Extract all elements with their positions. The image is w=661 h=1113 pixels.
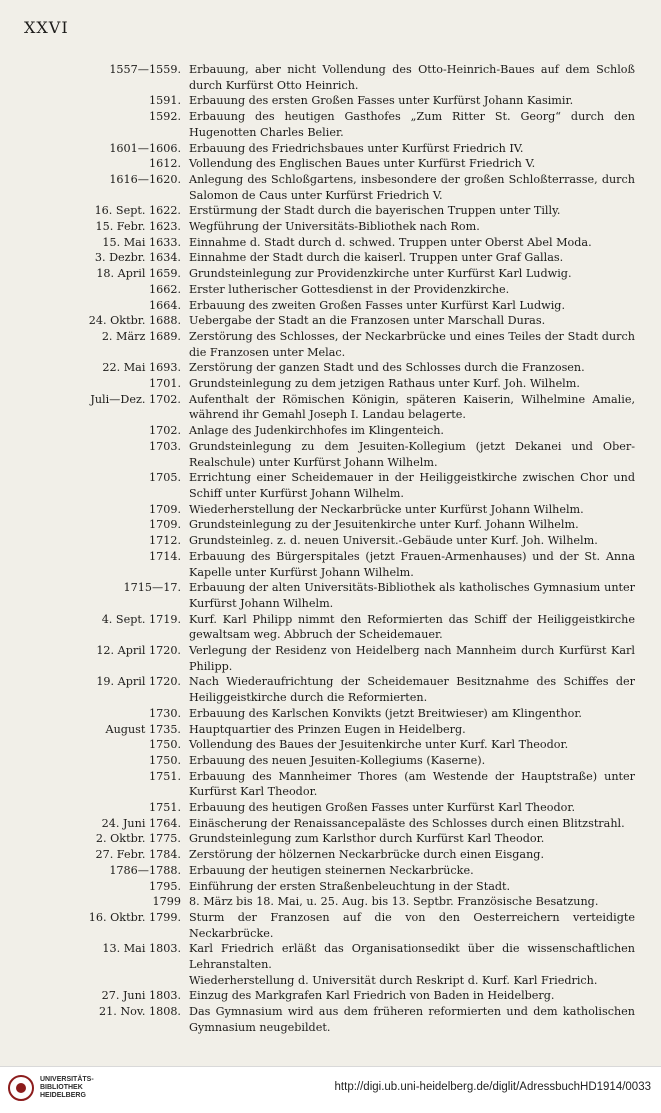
footer-bar xyxy=(0,1066,661,1113)
entry-text: Grundsteinlegung zu dem Jesuiten-Kollegium (jetzt Dekanei und Ober-Realschule) unter Kurfürst Johann Wilhelm. xyxy=(189,439,635,469)
entry-text: Grundsteinlegung zu der Jesuitenkirche unter Kurf. Johann Wilhelm. xyxy=(189,518,579,532)
entry-text: Zerstörung des Schlosses, der Neckarbrücke und eines Teiles der Stadt durch die Franzosen unter Melac. xyxy=(189,329,635,359)
entry-text: Erbauung des Mannheimer Thores (am Westende der Hauptstraße) unter Kurfürst Karl Theodor. xyxy=(189,769,635,799)
entry-text: Zerstörung der ganzen Stadt und des Schlosses durch die Franzosen. xyxy=(189,361,585,375)
chronology-entry xyxy=(0,1004,661,1035)
entry-date: 1591. xyxy=(148,94,181,108)
entry-date: 1709. xyxy=(148,518,181,532)
entry-text: Grundsteinlegung zum Karlsthor durch Kurfürst Karl Theodor. xyxy=(189,832,545,846)
chronology-entry xyxy=(0,533,661,549)
entry-date: 1795. xyxy=(148,879,181,893)
entry-text: 8. März bis 18. Mai, u. 25. Aug. bis 13. Septbr. Französische Besatzung. xyxy=(189,895,599,909)
entry-text: Erbauung des ersten Großen Fasses unter Kurfürst Johann Kasimir. xyxy=(189,94,574,108)
entry-text: Erstürmung der Stadt durch die bayerischen Truppen unter Tilly. xyxy=(189,204,561,218)
chronology-entry xyxy=(0,769,661,800)
entry-text: Anlegung des Schloßgartens, insbesondere der großen Schloßterrasse, durch Salomon de Caus unter Kurfürst Friedrich V. xyxy=(189,172,635,202)
chronology-entry xyxy=(0,674,661,705)
entry-date: 1705. xyxy=(148,471,181,485)
entry-text: Erbauung des Karlschen Konvikts (jetzt Breitwieser) am Klingenthor. xyxy=(189,706,582,720)
entry-text: Einnahme der Stadt durch die kaiserl. Truppen unter Graf Gallas. xyxy=(189,251,564,265)
entry-date: 1712. xyxy=(148,534,181,548)
entry-text: Wiederherstellung d. Universität durch Reskript d. Kurf. Karl Friedrich. xyxy=(189,973,598,987)
entry-text: Erster lutherischer Gottesdienst in der Providenzkirche. xyxy=(189,282,510,296)
entry-date: 1616—1620. xyxy=(109,172,181,186)
entry-date: 1786—1788. xyxy=(109,863,181,877)
entry-text: Zerstörung der hölzernen Neckarbrücke durch einen Eisgang. xyxy=(189,848,545,862)
entry-date: 3. Dezbr. 1634. xyxy=(94,251,181,265)
page-number: XXVI xyxy=(24,18,69,37)
entry-date: 1799 xyxy=(152,895,181,909)
chronology-entry xyxy=(0,360,661,376)
chronology-entry xyxy=(0,329,661,360)
entry-text: Erbauung des heutigen Großen Fasses unter Kurfürst Karl Theodor. xyxy=(189,801,576,815)
entry-date: 15. Febr. 1623. xyxy=(95,220,181,234)
entry-date: 1612. xyxy=(148,157,181,171)
chronology-entry xyxy=(0,863,661,879)
entry-date: 21. Nov. 1808. xyxy=(98,1005,181,1019)
entry-date: 1601—1606. xyxy=(109,141,181,155)
entry-date: 27. Febr. 1784. xyxy=(95,848,181,862)
entry-date: 1664. xyxy=(148,298,181,312)
chronology-entry xyxy=(0,941,661,972)
entry-date: August 1735. xyxy=(105,722,181,736)
entry-date: 16. Sept. 1622. xyxy=(94,204,181,218)
entry-text: Einzug des Markgrafen Karl Friedrich von Baden in Heidelberg. xyxy=(189,989,555,1003)
chronology-entry xyxy=(0,250,661,266)
chronology-entry xyxy=(0,109,661,140)
entry-text: Kurf. Karl Philipp nimmt den Reformierten das Schiff der Heiliggeistkirche gewaltsam weg. Abbruch der Scheidemauer. xyxy=(189,612,635,642)
entry-text: Hauptquartier des Prinzen Eugen in Heidelberg. xyxy=(189,722,466,736)
entry-text: Nach Wiederaufrichtung der Scheidemauer Besitznahme des Schiffes der Heiliggeistkirche durch die Reformierten. xyxy=(189,675,635,705)
chronology-entry xyxy=(0,706,661,722)
entry-text: Einäscherung der Renaissancepaläste des Schlosses durch einen Blitzstrahl. xyxy=(189,816,625,830)
entry-text: Erbauung des Bürgerspitales (jetzt Frauen-Armenhauses) und der St. Anna Kapelle unter Kurfürst Johann Wilhelm. xyxy=(189,549,635,579)
chronology-entry xyxy=(0,423,661,439)
entry-date: 1557—1559. xyxy=(109,63,181,76)
chronology-entry xyxy=(0,266,661,282)
entry-date: 1715—17. xyxy=(123,581,181,595)
chronology-entry xyxy=(0,141,661,157)
entry-date: 22. Mai 1693. xyxy=(102,361,181,375)
entry-text: Erbauung des neuen Jesuiten-Kollegiums (Kaserne). xyxy=(189,753,486,767)
entry-date: 12. April 1720. xyxy=(96,644,181,658)
chronology-entry xyxy=(0,831,661,847)
chronology-entry xyxy=(0,298,661,314)
entry-text: Verlegung der Residenz von Heidelberg nach Mannheim durch Kurfürst Karl Philipp. xyxy=(189,644,635,673)
chronology-entry xyxy=(0,737,661,753)
chronology-entry xyxy=(0,392,661,423)
chronology-entry xyxy=(0,549,661,580)
entry-text: Wiederherstellung der Neckarbrücke unter Kurfürst Johann Wilhelm. xyxy=(189,502,584,516)
chronology-entry xyxy=(0,313,661,329)
entry-date: 1730. xyxy=(148,706,181,720)
entry-date: 13. Mai 1803. xyxy=(102,942,181,956)
entry-date: 1750. xyxy=(148,753,181,767)
chronology-entry xyxy=(0,156,661,172)
entry-date: 19. April 1720. xyxy=(96,675,181,689)
university-seal-icon xyxy=(8,1075,34,1101)
chronology-entry xyxy=(0,879,661,895)
chronology-entry xyxy=(0,172,661,203)
entry-text: Einnahme d. Stadt durch d. schwed. Truppen unter Oberst Abel Moda. xyxy=(189,235,592,249)
chronology-entry xyxy=(0,612,661,643)
entry-text: Vollendung des Baues der Jesuitenkirche unter Kurf. Karl Theodor. xyxy=(189,738,569,752)
entry-date: 27. Juni 1803. xyxy=(101,989,181,1003)
entry-date: 16. Oktbr. 1799. xyxy=(88,910,181,924)
entry-text: Anlage des Judenkirchhofes im Klingenteich. xyxy=(189,424,444,438)
entry-text: Vollendung des Englischen Baues unter Kurfürst Friedrich V. xyxy=(189,157,536,171)
chronology-entry xyxy=(0,470,661,501)
chronology-entry xyxy=(0,376,661,392)
entry-date: Juli—Dez. 1702. xyxy=(90,392,181,406)
chronology-entry xyxy=(0,894,661,910)
entry-date: 18. April 1659. xyxy=(96,267,181,281)
entry-text: Erbauung des zweiten Großen Fasses unter Kurfürst Karl Ludwig. xyxy=(189,298,566,312)
chronology-entry xyxy=(0,910,661,941)
chronology-entry xyxy=(0,93,661,109)
entry-date: 15. Mai 1633. xyxy=(102,235,181,249)
chronology-entry xyxy=(0,800,661,816)
entry-text: Uebergabe der Stadt an die Franzosen unter Marschall Duras. xyxy=(189,314,546,328)
entry-date: 2. Oktbr. 1775. xyxy=(95,832,181,846)
entry-date: 4. Sept. 1719. xyxy=(101,612,181,626)
entry-date: 1714. xyxy=(148,549,181,563)
logo-line-3: HEIDELBERG xyxy=(40,1092,86,1099)
chronology-entry xyxy=(0,203,661,219)
entry-text: Aufenthalt der Römischen Königin, späteren Kaiserin, Wilhelmine Amalie, während ihr Gemahl Joseph I. Landau belagerte. xyxy=(189,392,635,422)
entry-date: 1702. xyxy=(148,424,181,438)
chronology-entry xyxy=(0,973,661,989)
entry-text: Grundsteinleg. z. d. neuen Universit.-Gebäude unter Kurf. Joh. Wilhelm. xyxy=(189,534,598,548)
entry-text: Erbauung, aber nicht Vollendung des Otto-Heinrich-Baues auf dem Schloß durch Kurfürst Otto Heinrich. xyxy=(189,63,635,92)
entry-date: 24. Oktbr. 1688. xyxy=(88,314,181,328)
entry-text: Erbauung des Friedrichsbaues unter Kurfürst Friedrich IV. xyxy=(189,141,524,155)
entry-text: Einführung der ersten Straßenbeleuchtung in der Stadt. xyxy=(189,879,511,893)
chronology-entry xyxy=(0,580,661,611)
entry-date: 2. März 1689. xyxy=(101,329,181,343)
chronology-entry xyxy=(0,816,661,832)
logo-text xyxy=(40,1076,94,1100)
entry-text: Erbauung der heutigen steinernen Neckarbrücke. xyxy=(189,863,474,877)
entry-date: 1751. xyxy=(148,769,181,783)
chronology-list xyxy=(0,62,661,1036)
chronology-entry xyxy=(0,753,661,769)
entry-text: Grundsteinlegung zu dem jetzigen Rathaus unter Kurf. Joh. Wilhelm. xyxy=(189,377,580,391)
entry-date: 1701. xyxy=(148,377,181,391)
entry-text: Errichtung einer Scheidemauer in der Heiliggeistkirche zwischen Chor und Schiff unter Kurfürst Johann Wilhelm. xyxy=(189,471,635,500)
entry-text: Erbauung der alten Universitäts-Bibliothek als katholisches Gymnasium unter Kurfürst Johann Wilhelm. xyxy=(189,581,635,610)
entry-date: 24. Juni 1764. xyxy=(101,816,181,830)
chronology-entry xyxy=(0,643,661,674)
entry-text: Sturm der Franzosen auf die von den Oesterreichern verteidigte Neckarbrücke. xyxy=(189,910,635,940)
source-url[interactable]: http://digi.ub.uni-heidelberg.de/diglit/AdressbuchHD1914/0033 xyxy=(334,1081,651,1093)
library-logo[interactable] xyxy=(8,1075,94,1101)
chronology-entry xyxy=(0,847,661,863)
chronology-entry xyxy=(0,219,661,235)
chronology-entry xyxy=(0,235,661,251)
chronology-entry xyxy=(0,62,661,93)
entry-date: 1703. xyxy=(148,439,181,453)
chronology-entry xyxy=(0,722,661,738)
entry-text: Karl Friedrich erläßt das Organisationsedikt über die wissenschaftlichen Lehranstalten. xyxy=(189,942,635,972)
entry-date: 1592. xyxy=(148,110,181,124)
chronology-entry xyxy=(0,502,661,518)
entry-date: 1662. xyxy=(148,282,181,296)
entry-date: 1709. xyxy=(148,502,181,516)
chronology-entry xyxy=(0,439,661,470)
entry-date: 1750. xyxy=(148,738,181,752)
logo-line-1: UNIVERSITÄTS- xyxy=(40,1076,94,1083)
entry-text: Das Gymnasium wird aus dem früheren reformierten und dem katholischen Gymnasium neugebildet. xyxy=(189,1005,635,1034)
entry-date: 1751. xyxy=(148,801,181,815)
chronology-entry xyxy=(0,517,661,533)
chronology-entry xyxy=(0,282,661,298)
entry-text: Wegführung der Universitäts-Bibliothek nach Rom. xyxy=(189,220,480,234)
entry-text: Grundsteinlegung zur Providenzkirche unter Kurfürst Karl Ludwig. xyxy=(189,267,572,281)
entry-text: Erbauung des heutigen Gasthofes „Zum Ritter St. Georg“ durch den Hugenotten Charles Belier. xyxy=(189,110,635,139)
logo-line-2: BIBLIOTHEK xyxy=(40,1084,83,1091)
chronology-entry xyxy=(0,988,661,1004)
